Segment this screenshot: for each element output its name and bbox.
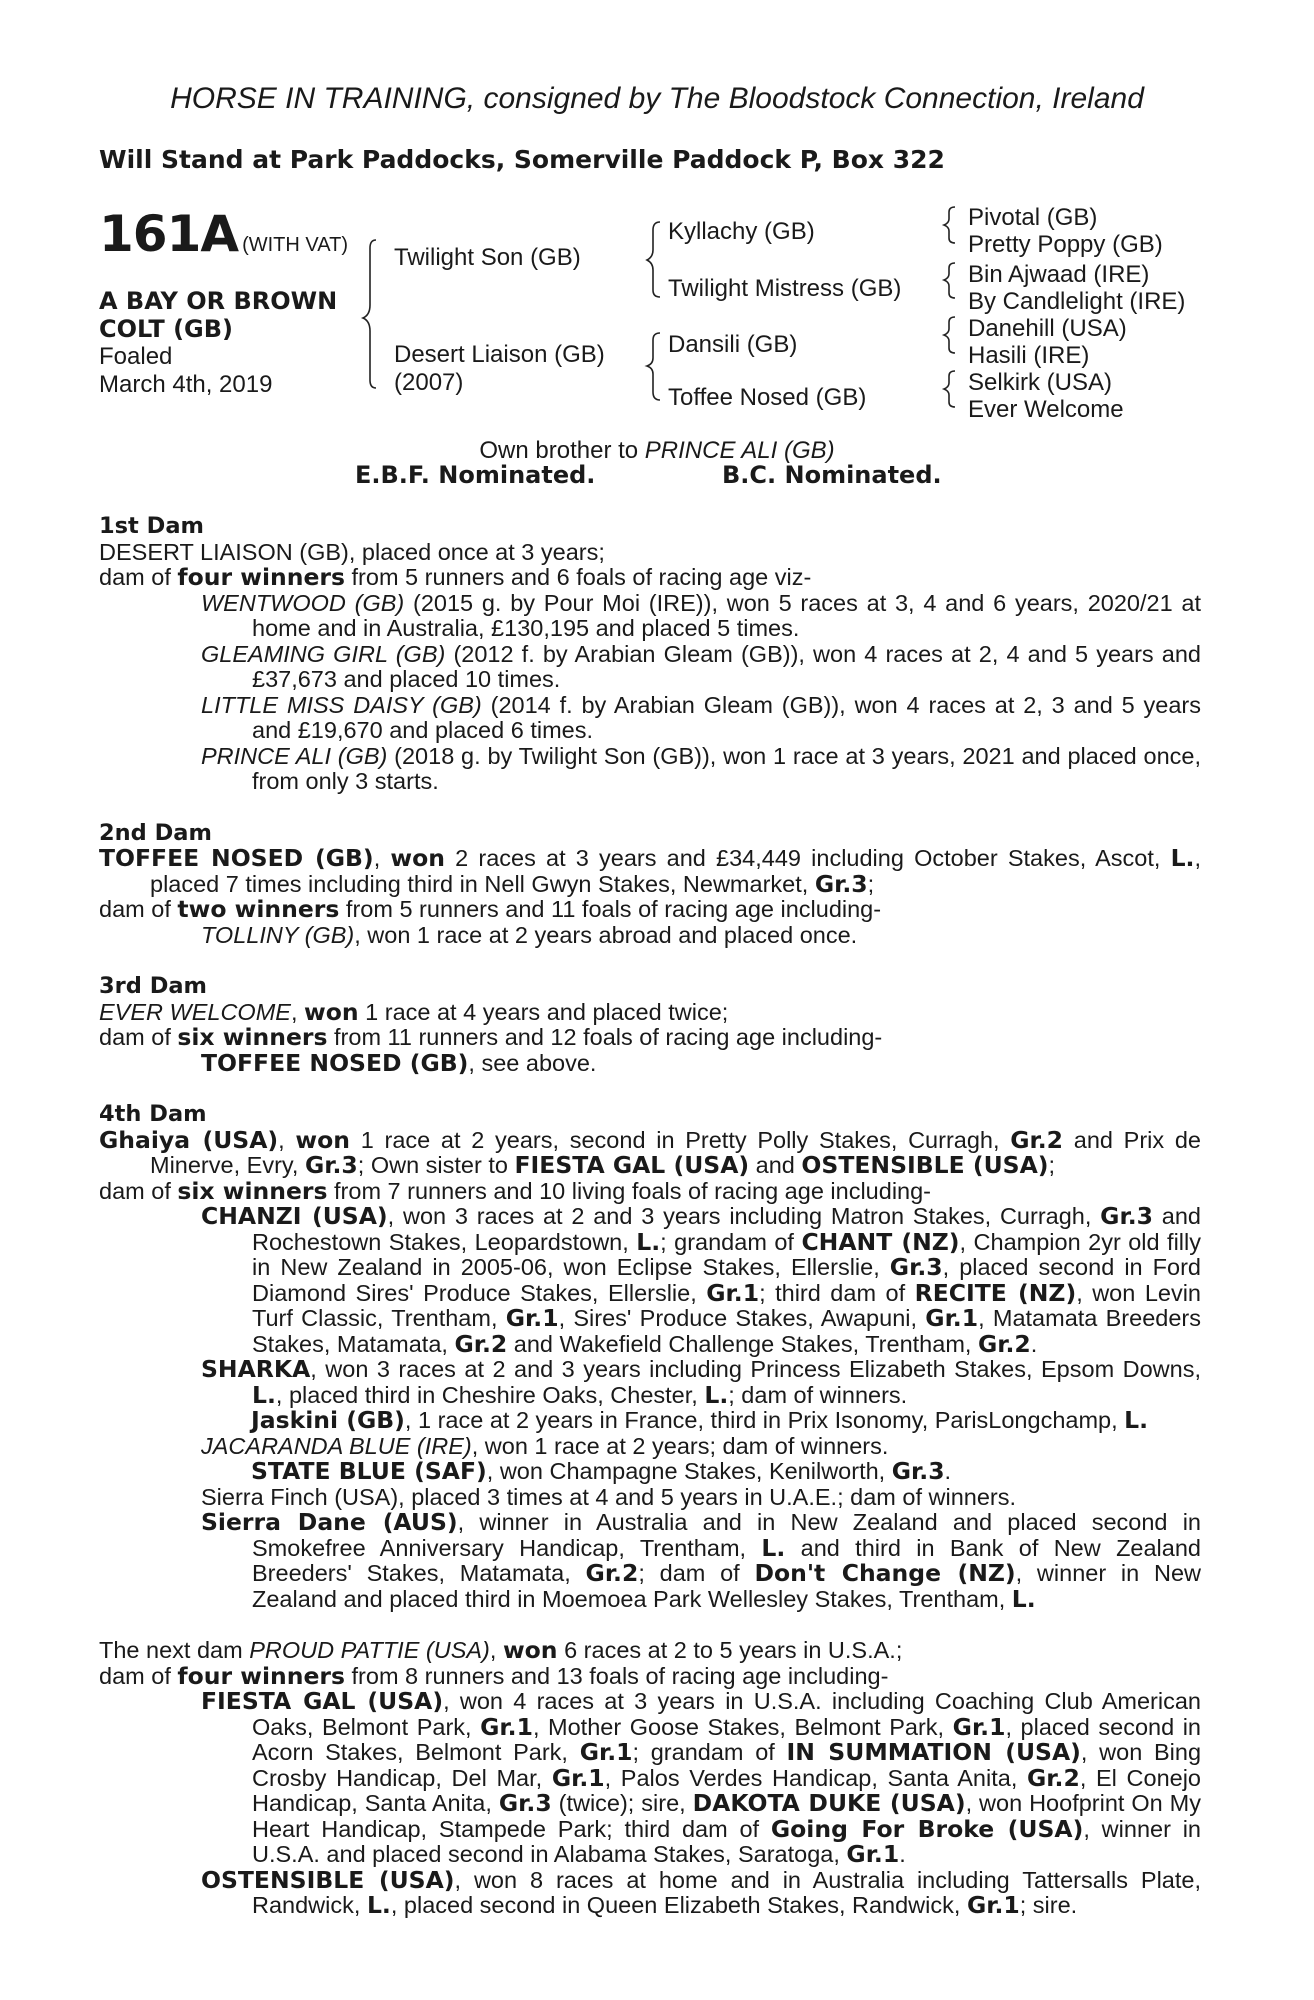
progeny-entry: WENTWOOD (GB) (2015 g. by Pour Moi (IRE)), won 5 races at 3, 4 and 6 years, 2020/21 at home and in Australia, £130,195 and placed 5 times.	[201, 589, 1201, 641]
dam: Desert Liaison (GB)	[394, 341, 605, 368]
foaled-date: March 4th, 2019	[99, 371, 273, 398]
foaled-label: Foaled	[99, 343, 173, 370]
first-dam-heading: 1st Dam	[99, 513, 204, 539]
ebf-nominated: E.B.F. Nominated.	[355, 461, 596, 489]
pedigree-braces	[0, 0, 1314, 440]
fourth-dam-heading: 4th Dam	[99, 1101, 207, 1127]
own-brother-prefix: Own brother to	[479, 437, 645, 464]
progeny-entry: OSTENSIBLE (USA), won 8 races at home and in Australia including Tattersalls Plate, Randwick, L., placed second in Queen Elizabeth Stakes, Randwick, Gr.1; sire.	[201, 1865, 1201, 1919]
sire: Twilight Son (GB)	[394, 244, 581, 271]
ped-dss: Danehill (USA)	[968, 315, 1127, 342]
progeny-entry: CHANZI (USA), won 3 races at 2 and 3 years including Matron Stakes, Curragh, Gr.3 and Rochestown Stakes, Leopardstown, L.; grandam of CHANT (NZ), Champion 2yr old filly in New Zealand in 2005-06, won Eclipse Stakes, Ellerslie, Gr.3, placed second in Ford Diamond Sires' Produce Stakes, Ellerslie, Gr.1; third dam of RECITE (NZ), won Levin Turf Classic, Trentham, Gr.1, Sires' Produce Stakes, Awapuni, Gr.1, Matamata Breeders Stakes, Matamata, Gr.2 and Wakefield Challenge Stakes, Trentham, Gr.2.	[201, 1202, 1201, 1358]
fourth-dam-line: Ghaiya (USA), won 1 race at 2 years, second in Pretty Polly Stakes, Curragh, Gr.2 and Prix de Minerve, Evry, Gr.3; Own sister to FIESTA GAL (USA) and OSTENSIBLE (USA);	[99, 1125, 1201, 1179]
third-dam-heading: 3rd Dam	[99, 973, 207, 999]
progeny-entry: GLEAMING GIRL (GB) (2012 f. by Arabian Gleam (GB)), won 4 races at 2, 4 and 5 years and £37,673 and placed 10 times.	[201, 640, 1202, 692]
progeny-entry: FIESTA GAL (USA), won 4 races at 3 years in U.S.A. including Coaching Club American Oaks, Belmont Park, Gr.1, Mother Goose Stakes, Belmont Park, Gr.1, placed second in Acorn Stakes, Belmont Park, Gr.1; grandam of IN SUMMATION (USA), won Bing Crosby Handicap, Del Mar, Gr.1, Palos Verdes Handicap, Santa Anita, Gr.2, El Conejo Handicap, Santa Anita, Gr.3 (twice); sire, DAKOTA DUKE (USA), won Hoofprint On My Heart Handicap, Stampede Park; third dam of Going For Broke (USA), winner in U.S.A. and placed second in Alabama Stakes, Saratoga, Gr.1.	[201, 1687, 1202, 1868]
vat-label: (WITH VAT)	[242, 234, 348, 256]
ped-ddd: Ever Welcome	[968, 396, 1124, 423]
own-brother-note	[0, 437, 1314, 465]
next-dam-produce: dam of four winners from 8 runners and 13 foals of racing age including-	[99, 1661, 889, 1690]
sire-dam: Twilight Mistress (GB)	[668, 275, 902, 302]
second-dam-line: TOFFEE NOSED (GB), won 2 races at 3 years and £34,449 including October Stakes, Ascot, L., placed 7 times including third in Nell Gwyn Stakes, Newmarket, Gr.3;	[99, 844, 1201, 898]
progeny-entry: Jaskini (GB), 1 race at 2 years in France, third in Prix Isonomy, ParisLongchamp, L.	[251, 1406, 1149, 1434]
own-brother-name: PRINCE ALI (GB)	[644, 437, 835, 464]
first-dam-produce: dam of four winners from 5 runners and 6 foals of racing age viz-	[99, 563, 812, 591]
progeny-entry: Sierra Finch (USA), placed 3 times at 4 and 5 years in U.A.E.; dam of winners.	[201, 1483, 1017, 1510]
second-dam-produce: dam of two winners from 5 runners and 11 foals of racing age including-	[99, 895, 882, 923]
progeny-entry: TOLLINY (GB), won 1 race at 2 years abroad and placed once.	[201, 921, 858, 948]
next-dam-line: The next dam PROUD PATTIE (USA), won 6 races at 2 to 5 years in U.S.A.;	[99, 1636, 903, 1664]
first-dam-line: DESERT LIAISON (GB), placed once at 3 years;	[99, 538, 605, 565]
ped-sss: Pivotal (GB)	[968, 204, 1098, 231]
sex-country: COLT (GB)	[99, 315, 233, 343]
dam-dam: Toffee Nosed (GB)	[668, 384, 867, 411]
progeny-entry: JACARANDA BLUE (IRE), won 1 race at 2 years; dam of winners.	[201, 1432, 889, 1459]
bc-nominated: B.C. Nominated.	[722, 461, 942, 489]
third-dam-produce: dam of six winners from 11 runners and 12 foals of racing age including-	[99, 1023, 883, 1051]
dam-sire: Dansili (GB)	[668, 331, 798, 358]
progeny-entry: TOFFEE NOSED (GB), see above.	[201, 1048, 597, 1077]
ped-sds: Bin Ajwaad (IRE)	[968, 261, 1150, 288]
ped-dds: Selkirk (USA)	[968, 369, 1113, 396]
ped-sdd: By Candlelight (IRE)	[968, 288, 1186, 315]
second-dam-heading: 2nd Dam	[99, 819, 212, 846]
progeny-entry: PRINCE ALI (GB) (2018 g. by Twilight Son (GB)), won 1 race at 3 years, 2021 and placed once, from only 3 starts.	[201, 742, 1201, 794]
third-dam-line: EVER WELCOME, won 1 race at 4 years and placed twice;	[99, 997, 729, 1026]
ped-dsd: Hasili (IRE)	[968, 342, 1090, 369]
progeny-entry: LITTLE MISS DAISY (GB) (2014 f. by Arabian Gleam (GB)), won 4 races at 2, 3 and 5 years and £19,670 and placed 6 times.	[201, 691, 1202, 743]
ped-ssd: Pretty Poppy (GB)	[968, 231, 1163, 258]
dam-year: (2007)	[394, 369, 464, 396]
dam-line-body	[99, 514, 1201, 1919]
progeny-entry: STATE BLUE (SAF), won Champagne Stakes, Kenilworth, Gr.3.	[251, 1457, 952, 1485]
sire-sire: Kyllachy (GB)	[668, 218, 815, 245]
colour-sex: A BAY OR BROWN	[99, 287, 338, 315]
stand-location: Will Stand at Park Paddocks, Somerville Paddock P, Box 322	[99, 145, 945, 174]
page-heading: HORSE IN TRAINING, consigned by The Bloodstock Connection, Ireland	[170, 82, 1144, 115]
progeny-entry: Sierra Dane (AUS), winner in Australia and in New Zealand and placed second in Smokefree Anniversary Handicap, Trentham, L. and third in Bank of New Zealand Breeders' Stakes, Matamata, Gr.2; dam of Don't Change (NZ), winner in New Zealand and placed third in Moemoea Park Wellesley Stakes, Trentham, L.	[201, 1508, 1201, 1613]
progeny-entry: SHARKA, won 3 races at 2 and 3 years including Princess Elizabeth Stakes, Epsom Downs, L., placed third in Cheshire Oaks, Chester, L.; dam of winners.	[201, 1355, 1201, 1409]
fourth-dam-produce: dam of six winners from 7 runners and 10 living foals of racing age including-	[99, 1176, 932, 1205]
lot-number: 161A	[99, 205, 239, 263]
